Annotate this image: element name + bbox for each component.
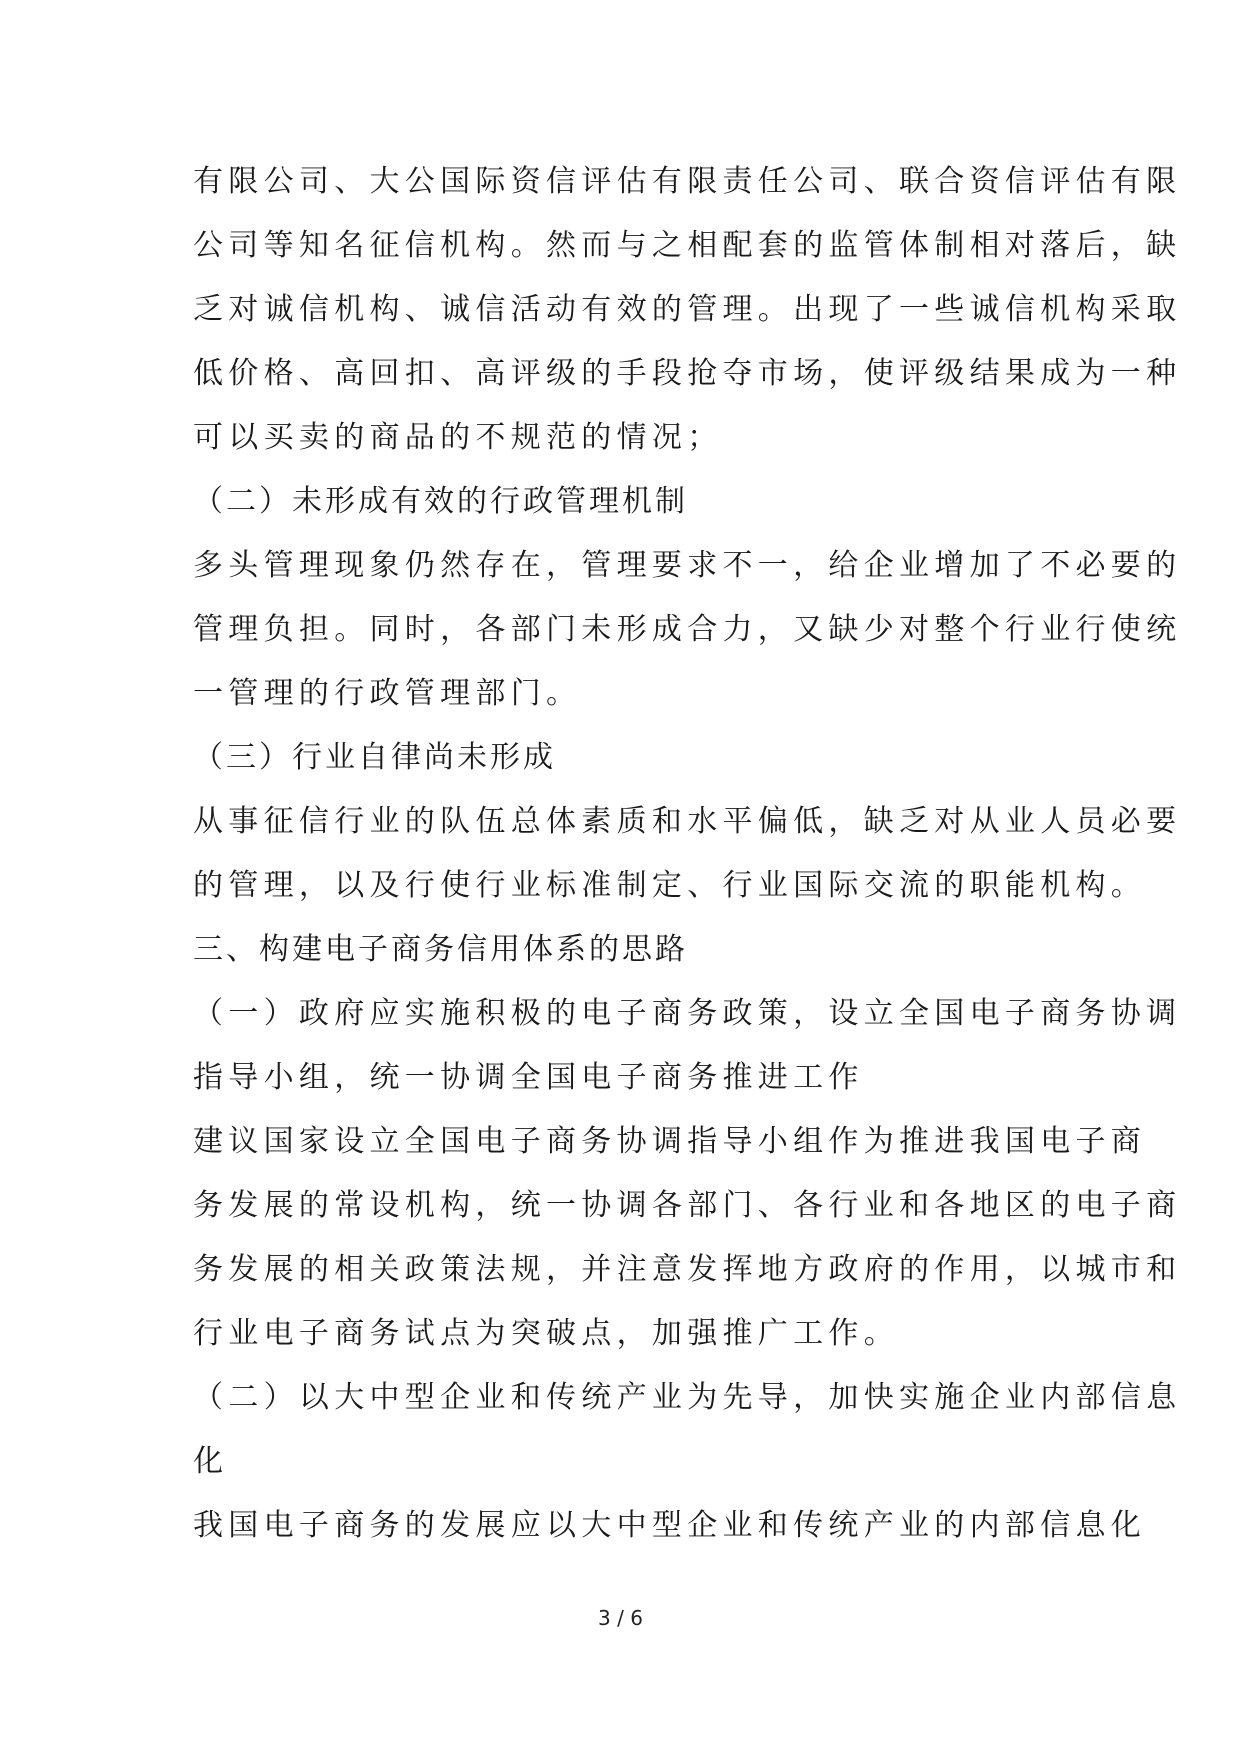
page-number: 3 / 6 [598, 1606, 643, 1630]
paragraph-line: 一管理的行政管理部门。 [193, 676, 582, 711]
paragraph-line: 乏对诚信机构、诚信活动有效的管理。出现了一些诚信机构采取 [193, 292, 1182, 327]
section-heading: 化 [193, 1444, 229, 1479]
page-content [193, 150, 1182, 1558]
paragraph-line: 务发展的相关政策法规，并注意发挥地方政府的作用，以城市和 [193, 1252, 1182, 1287]
paragraph-line: 可以买卖的商品的不规范的情况； [193, 420, 723, 455]
paragraph-line: 低价格、高回扣、高评级的手段抢夺市场，使评级结果成为一种 [193, 356, 1182, 391]
section-heading: 三、构建电子商务信用体系的思路 [193, 932, 688, 967]
paragraph-line: 我国电子商务的发展应以大中型企业和传统产业的内部信息化 [193, 1508, 1147, 1543]
paragraph-line: 的管理，以及行使行业标准制定、行业国际交流的职能机构。 [193, 868, 1147, 903]
paragraph-line: 管理负担。同时，各部门未形成合力，又缺少对整个行业行使统 [193, 612, 1182, 647]
section-heading: （三）行业自律尚未形成 [193, 740, 556, 775]
section-heading: （一）政府应实施积极的电子商务政策，设立全国电子商务协调 [193, 996, 1182, 1031]
section-heading: （二）以大中型企业和传统产业为先导，加快实施企业内部信息 [193, 1380, 1182, 1415]
paragraph-line: 多头管理现象仍然存在，管理要求不一，给企业增加了不必要的 [193, 548, 1182, 583]
paragraph-line: 行业电子商务试点为突破点，加强推广工作。 [193, 1316, 899, 1351]
paragraph-line: 有限公司、大公国际资信评估有限责任公司、联合资信评估有限 [193, 164, 1182, 199]
paragraph-line: 公司等知名征信机构。然而与之相配套的监管体制相对落后，缺 [193, 228, 1182, 263]
paragraph-line: 建议国家设立全国电子商务协调指导小组作为推进我国电子商 [193, 1124, 1147, 1159]
section-heading: （二）未形成有效的行政管理机制 [193, 484, 688, 519]
section-heading: 指导小组，统一协调全国电子商务推进工作 [193, 1060, 864, 1095]
paragraph-line: 务发展的常设机构，统一协调各部门、各行业和各地区的电子商 [193, 1188, 1182, 1223]
paragraph-line: 从事征信行业的队伍总体素质和水平偏低，缺乏对从业人员必要 [193, 804, 1182, 839]
